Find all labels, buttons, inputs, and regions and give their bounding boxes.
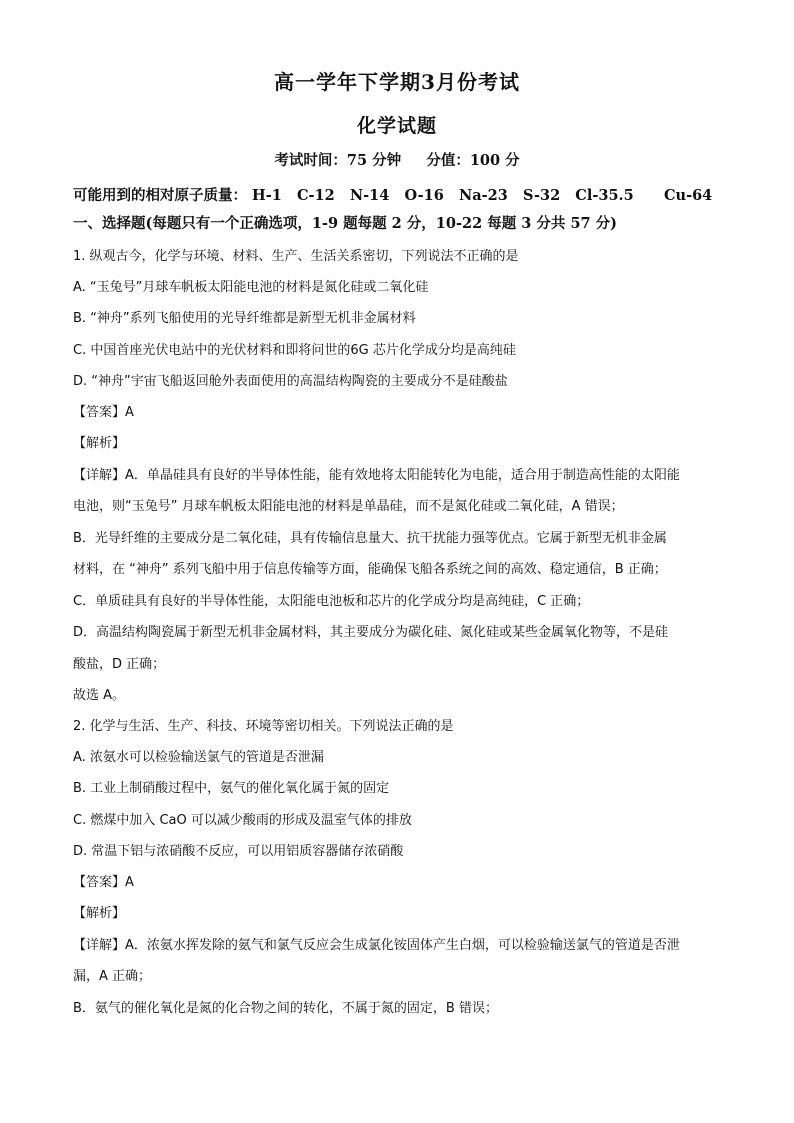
atomic-masses: 可能用到的相对原子质量： H-1 C-12 N-14 O-16 Na-23 S-32 Cl-35.5 Cu-64: [73, 187, 713, 204]
q2-option-c: C. 燃煤中加入 CaO 可以减少酸雨的形成及温室气体的排放: [73, 813, 412, 828]
q2-analysis: 【解析】: [73, 906, 126, 921]
q1-explain-line: 酸盐，D 正确；: [73, 657, 166, 672]
q1-answer: 【答案】A: [73, 405, 134, 420]
q1-explain-line: C．单质硅具有良好的半导体性能，太阳能电池板和芯片的化学成分均是高纯硅，C 正确；: [73, 594, 590, 609]
exam-title: 高一学年下学期3月份考试: [274, 70, 520, 94]
q2-option-a: A. 浓氨水可以检验输送氯气的管道是否泄漏: [73, 750, 324, 765]
q2-explain-line: B．氨气的催化氧化是氮的化合物之间的转化，不属于氮的固定，B 错误；: [73, 1001, 498, 1016]
q1-explain-line: 故选 A。: [73, 688, 126, 703]
q1-option-a: A. “玉兔号”月球车帆板太阳能电池的材料是氮化硅或二氧化硅: [73, 280, 429, 295]
q1-option-b: B. “神舟”系列飞船使用的光导纤维都是新型无机非金属材料: [73, 311, 416, 326]
q2-option-d: D. 常温下铝与浓硝酸不反应，可以用铝质容器储存浓硝酸: [73, 844, 404, 859]
q1-explain-line: B．光导纤维的主要成分是二氧化硅，具有传输信息量大、抗干扰能力强等优点。它属于新型无机非金属: [73, 531, 667, 546]
q1-option-c: C. 中国首座光伏电站中的光伏材料和即将问世的6G 芯片化学成分均是高纯硅: [73, 343, 516, 358]
q1-analysis: 【解析】: [73, 436, 126, 451]
q2-stem: 2. 化学与生活、生产、科技、环境等密切相关。下列说法正确的是: [73, 719, 454, 734]
q2-answer: 【答案】A: [73, 875, 134, 890]
q1-explain-line: D．高温结构陶瓷属于新型无机非金属材料，其主要成分为碳化硅、氮化硅或某些金属氧化物等，不是硅: [73, 625, 669, 640]
q1-explain-line: 材料，在 “神舟” 系列飞船中用于信息传输等方面，能确保飞船各系统之间的高效、稳定通信，B 正确；: [73, 562, 667, 577]
q1-explain-line: 【详解】A．单晶硅具有良好的半导体性能，能有效地将太阳能转化为电能，适合用于制造高性能的太阳能: [73, 468, 680, 483]
section-heading: 一、选择题(每题只有一个正确选项，1-9 题每题 2 分，10-22 每题 3 分共 57 分): [73, 215, 618, 232]
exam-info: 考试时间：75 分钟 分值：100 分: [274, 152, 520, 169]
q2-option-b: B. 工业上制硝酸过程中，氨气的催化氧化属于氮的固定: [73, 781, 390, 796]
q1-explain-line: 电池，则“玉兔号” 月球车帆板太阳能电池的材料是单晶硅，而不是氮化硅或二氧化硅，A 错误；: [73, 499, 624, 514]
q2-explain-line: 【详解】A．浓氨水挥发除的氨气和氯气反应会生成氯化铵固体产生白烟，可以检验输送氯气的管道是否泄: [73, 938, 680, 953]
q2-explain-line: 漏，A 正确；: [73, 969, 152, 984]
q1-option-d: D. “神舟”宇宙飞船返回舱外表面使用的高温结构陶瓷的主要成分不是硅酸盐: [73, 374, 508, 389]
subject-title: 化学试题: [356, 115, 437, 137]
q1-stem: 1. 纵观古今，化学与环境、材料、生产、生活关系密切，下列说法不正确的是: [73, 249, 519, 264]
